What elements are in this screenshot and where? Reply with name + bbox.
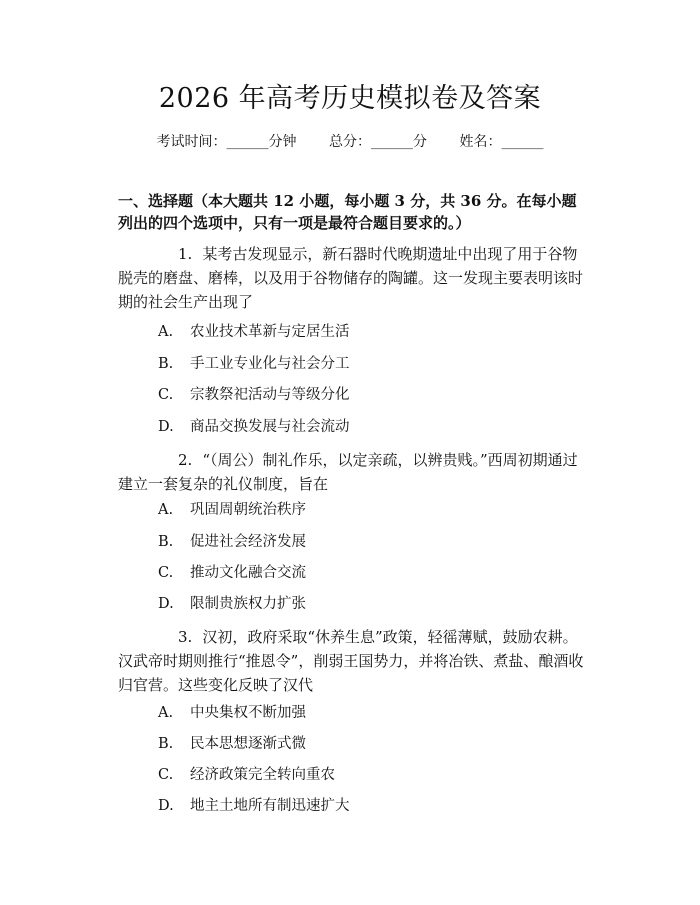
question-3-option-d[interactable]	[158, 796, 350, 816]
question-3-option-b[interactable]	[158, 734, 306, 754]
option-letter: B.	[158, 736, 174, 752]
option-text: 经济政策完全转向重农	[190, 767, 335, 783]
option-text: 农业技术革新与定居生活	[190, 324, 350, 340]
question-1-option-b[interactable]	[158, 354, 350, 374]
option-text: 限制贵族权力扩张	[190, 596, 306, 612]
option-letter: C.	[158, 565, 174, 581]
question-2-option-b[interactable]	[158, 532, 306, 552]
student-name-field: 姓名：______	[459, 134, 544, 150]
question-stem: 汉初，政府采取“休养生息”政策，轻徭薄赋，鼓励农耕。汉武帝时期则推行“推恩令”，削弱王国势力，并将冶铁、煮盐、酿酒收归官营。这些变化反映了汉代	[118, 628, 584, 694]
option-letter: D.	[158, 596, 174, 612]
option-text: 地主土地所有制迅速扩大	[190, 798, 350, 814]
question-2-option-a[interactable]	[158, 500, 306, 520]
option-text: 手工业专业化与社会分工	[190, 356, 350, 372]
question-3	[118, 625, 590, 697]
question-1	[118, 242, 590, 314]
question-3-option-c[interactable]	[158, 765, 335, 785]
option-text: 商品交换发展与社会流动	[190, 419, 350, 435]
option-letter: A.	[158, 324, 174, 340]
option-text: 促进社会经济发展	[190, 534, 306, 550]
question-number: 2.	[178, 451, 193, 469]
question-3-option-a[interactable]	[158, 703, 306, 723]
option-letter: B.	[158, 534, 174, 550]
option-text: 民本思想逐渐式微	[190, 736, 306, 752]
option-letter: C.	[158, 387, 174, 403]
question-1-option-d[interactable]	[158, 417, 350, 437]
option-letter: A.	[158, 705, 174, 721]
section-heading: 一、选择题（本大题共 12 小题，每小题 3 分，共 36 分。在每小题列出的四个选项中，只有一项是最符合题目要求的。）	[118, 192, 577, 232]
page-title: 2026 年高考历史模拟卷及答案	[158, 83, 542, 114]
question-stem: “（周公）制礼作乐，以定亲疏，以辨贵贱。”西周初期通过建立一套复杂的礼仪制度，旨在	[118, 451, 578, 493]
exam-time-field: 考试时间：______分钟	[156, 134, 297, 150]
question-1-option-c[interactable]	[158, 385, 350, 405]
option-letter: C.	[158, 767, 174, 783]
option-letter: B.	[158, 356, 174, 372]
question-2-option-c[interactable]	[158, 563, 306, 583]
option-text: 巩固周朝统治秩序	[190, 502, 306, 518]
question-1-option-a[interactable]	[158, 322, 350, 342]
option-text: 中央集权不断加强	[190, 705, 306, 721]
option-letter: D.	[158, 419, 174, 435]
option-letter: A.	[158, 502, 174, 518]
exam-meta	[0, 132, 700, 152]
question-number: 3.	[178, 628, 193, 646]
option-letter: D.	[158, 798, 174, 814]
question-2-option-d[interactable]	[158, 594, 306, 614]
question-2	[118, 448, 590, 496]
question-number: 1.	[178, 245, 193, 263]
option-text: 推动文化融合交流	[190, 565, 306, 581]
total-score-field: 总分：______分	[329, 134, 427, 150]
option-text: 宗教祭祀活动与等级分化	[190, 387, 350, 403]
question-stem: 某考古发现显示，新石器时代晚期遗址中出现了用于谷物脱壳的磨盘、磨棒，以及用于谷物储存的陶罐。这一发现主要表明该时期的社会生产出现了	[118, 245, 584, 311]
